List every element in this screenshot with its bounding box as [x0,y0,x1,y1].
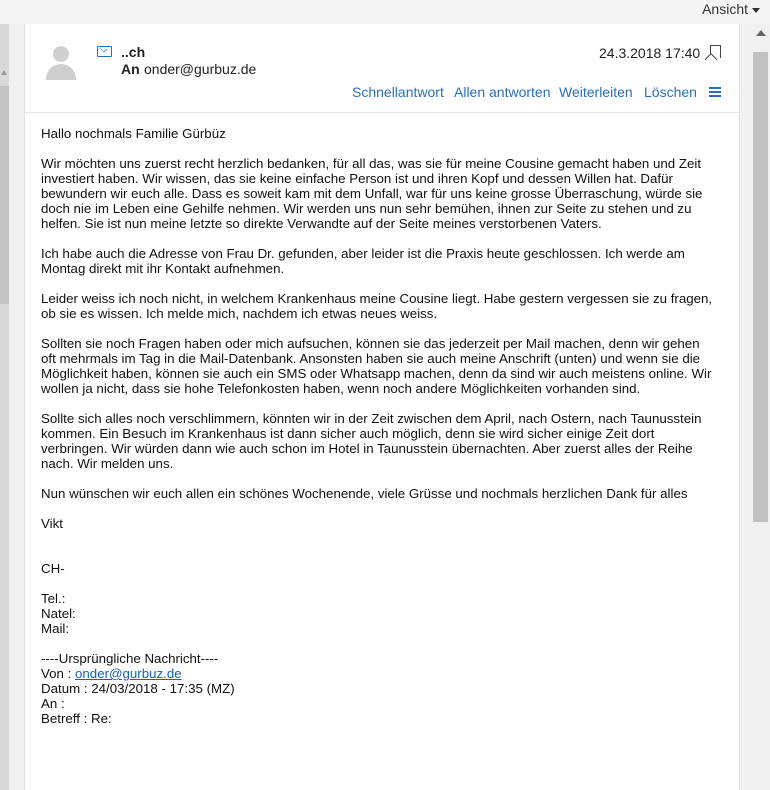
avatar-head-icon [53,46,69,62]
bookmark-icon[interactable] [710,45,721,58]
signature-address: CH- [41,561,65,576]
paragraph-6: Nun wünschen wir euch allen ein schönes Wochenende, viele Grüsse und nochmals herzlichen Dank für alles [41,486,688,501]
message-body [41,126,717,726]
recipient-label: An [121,61,140,77]
original-date: Datum : 24/03/2018 - 17:35 (MZ) [41,681,235,696]
left-panel-scrollbar[interactable] [0,24,9,790]
chevron-down-icon [752,8,760,13]
paragraph-1: Wir möchten uns zuerst recht herzlich bedanken, für all das, was sie für meine Cousine gemacht haben und Zeit investiert haben. Wir wissen, das sie keine einfache Person ist und ihren Kopf und dessen Willen hat. Dafür bewundern wir euch alle. Dass es soweit kam mit dem Unfall, war für uns keine grosse Überraschung, würde sie doch nie im Leben eine Gehilfe nehmen. Wir werden uns nun sehr bemühen, ihnen zur Seite zu stehen und zu helfen. Sie ist nun meine letzte so direkte Verwandte auf der Seite meines verstorbenen Vaters. [41,156,703,231]
message-reading-pane [24,24,740,790]
scroll-up-icon[interactable] [1,70,7,75]
original-from-link[interactable]: onder@gurbuz.de [75,666,182,681]
message-header [25,24,739,113]
quick-reply-button[interactable]: Schnellantwort [352,84,444,100]
original-to [41,696,717,711]
scrollbar-thumb[interactable] [753,52,768,522]
signature [41,516,717,726]
signature-mail [41,621,717,636]
paragraph-5: Sollte sich alles noch verschlimmern, könnten wir in der Zeit zwischen dem April, nach Ostern, nach Taunusstein kommen. Ein Besuch im Krankenhaus ist dann sicher auch möglich, denn sie wird sicher einige Zeit dort verbringen. Wir würden dann wie auch schon im Hotel in Taunusstein übernachten. Aber zuerst alles der Reihe nach. Wir melden uns. [41,411,702,471]
avatar [42,42,80,80]
signature-mail-label: Mail: [41,621,70,636]
sender-name: ..ch [121,44,146,60]
paragraph-3: Leider weiss ich noch nicht, in welchem Krankenhaus meine Cousine liegt. Habe gestern vergessen sie zu fragen, ob sie es wissen. Ich melde mich, nachdem ich etwas neues weiss. [41,291,713,321]
original-subject: Betreff : Re: [41,711,112,726]
original-to-label: An : [41,696,69,711]
recipient-address: onder@gurbuz.de [144,61,257,77]
avatar-body-icon [46,64,76,80]
signature-name: Vikt [41,516,63,531]
forward-button[interactable]: Weiterleiten [559,84,633,100]
signature-natel: Natel: [41,606,76,621]
message-actions [25,84,739,104]
top-toolbar [0,0,770,24]
signature-tel: Tel.: [41,591,66,606]
original-from [41,666,717,681]
signature-mail-link[interactable] [73,629,133,630]
view-menu-button[interactable] [702,0,760,18]
scroll-up-arrow-icon[interactable] [756,30,766,36]
paragraph-2: Ich habe auch die Adresse von Frau Dr. gefunden, aber leider ist die Praxis heute geschlossen. Ich werde am Montag direkt mit ihr Kontakt aufnehmen. [41,246,685,276]
reply-all-button[interactable]: Allen antworten [454,84,551,100]
original-from-label: Von : [41,666,76,681]
greeting: Hallo nochmals Familie Gürbüz [41,126,226,141]
message-date: 24.3.2018 17:40 [599,45,701,61]
original-separator: ----Ursprüngliche Nachricht---- [41,651,219,666]
left-scrollbar-thumb[interactable] [0,86,9,304]
delete-button[interactable]: Löschen [644,84,697,100]
original-to-link[interactable] [68,704,128,705]
view-menu-label: Ansicht [702,1,748,17]
paragraph-4: Sollten sie noch Fragen haben oder mich aufsuchen, können sie das jederzeit per Mail machen, denn wir gehen oft mehrmals im Tag in die Mail-Datenbank. Ansonsten haben sie auch meine Anschrift (unten) und wenn sie die Möglichkeit haben, können sie auch ein SMS oder Whatsapp machen, denn da sind wir auch meistens online. Wir wollen ja nicht, dass sie hohe Telefonkosten haben, wenn noch andere Möglichkeiten vorhanden sind. [41,336,712,396]
envelope-icon [97,46,112,57]
reading-pane-scrollbar[interactable] [751,24,770,790]
hamburger-menu-icon[interactable] [709,87,721,97]
